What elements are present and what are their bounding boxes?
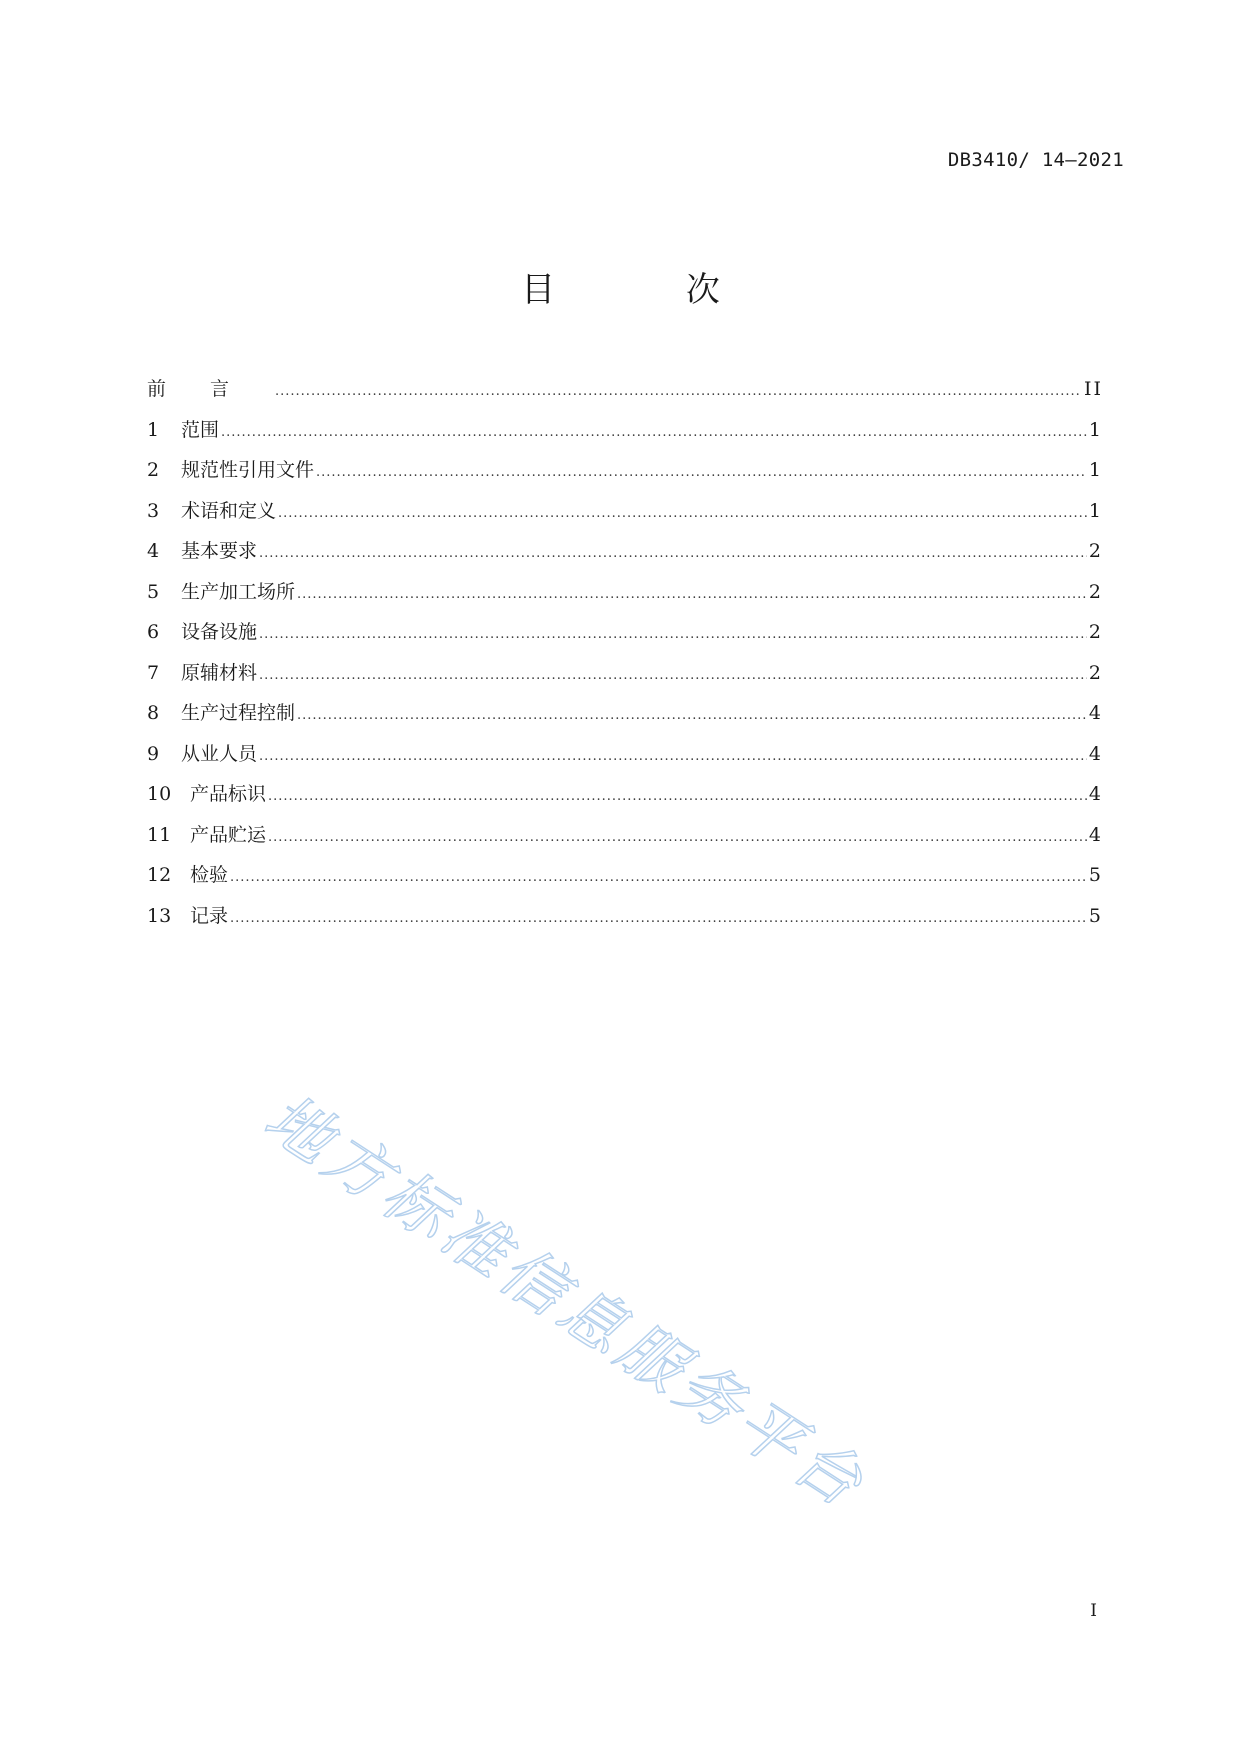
toc-entry-page: 1 [1088,499,1103,522]
toc-entry-label: 规范性引用文件 [181,459,315,481]
toc-leader-dots [278,494,1087,535]
toc-entry-page: 1 [1088,418,1103,441]
toc-entry-label: 记录 [190,904,229,927]
toc-entry-label: 生产加工场所 [181,580,296,603]
toc-entry-label: 前言 [147,378,274,400]
toc-entry-13[interactable] [147,896,1103,937]
toc-entry-page: 5 [1088,904,1103,927]
toc-entry-label: 产品标识 [190,783,267,805]
toc-entry-number: 8 [147,702,160,724]
toc-entry-number: 12 [147,864,172,886]
toc-leader-dots [259,737,1087,778]
toc-entry-number: 5 [147,580,160,603]
toc-entry-foreword[interactable] [147,369,1103,410]
toc-entry-number: 3 [147,499,160,522]
toc-entry-number: 4 [147,540,160,562]
toc-entry-6[interactable] [147,612,1103,653]
toc-leader-dots [275,372,1082,413]
toc-entry-page: 2 [1088,580,1103,603]
toc-entry-page: II [1083,378,1103,400]
toc-entry-page: 4 [1088,702,1103,724]
toc-title: 目 次 [521,270,780,310]
toc-entry-page: 1 [1088,459,1103,481]
toc-entry-label: 从业人员 [181,742,258,765]
toc-leader-dots [316,453,1087,494]
toc-entry-page: 4 [1088,823,1103,846]
toc-entry-8[interactable] [147,693,1103,734]
toc-leader-dots [230,899,1087,940]
toc-entry-11[interactable] [147,815,1103,856]
toc-entry-label: 生产过程控制 [181,702,296,724]
toc-entry-4[interactable] [147,531,1103,572]
toc-entry-1[interactable] [147,410,1103,451]
toc-leader-dots [268,777,1087,818]
toc-leader-dots [268,818,1087,859]
toc-entry-label: 产品贮运 [190,823,267,846]
toc-leader-dots [259,615,1087,656]
toc-leader-dots [259,656,1087,697]
toc-entry-label: 设备设施 [181,621,258,643]
toc-entry-2[interactable] [147,450,1103,491]
toc-entry-page: 4 [1088,742,1103,765]
toc-entry-10[interactable] [147,774,1103,815]
toc-entry-number: 6 [147,621,160,643]
toc-leader-dots [297,575,1087,616]
toc-entry-number: 7 [147,661,160,684]
toc-entry-label: 范围 [181,418,220,441]
toc-leader-dots [230,858,1087,899]
toc-entry-label: 基本要求 [181,540,258,562]
toc-entry-9[interactable] [147,734,1103,775]
toc-entry-number: 13 [147,904,172,927]
toc-entry-number: 11 [147,823,172,846]
toc-leader-dots [259,534,1087,575]
toc-entry-number: 9 [147,742,160,765]
toc-leader-dots [221,413,1087,454]
page-number: I [1090,1601,1097,1621]
watermark-text: 地方标准信息服务平台 [251,1080,879,1524]
toc-entry-page: 5 [1088,864,1103,886]
toc-entry-number: 10 [147,783,172,805]
toc-entry-label: 原辅材料 [181,661,258,684]
document-code: DB3410/ 14—2021 [947,149,1124,171]
toc-entry-3[interactable] [147,491,1103,532]
toc-entry-number: 2 [147,459,160,481]
toc-entry-page: 2 [1088,540,1103,562]
toc-entry-page: 2 [1088,661,1103,684]
toc-entry-page: 2 [1088,621,1103,643]
toc-entry-label: 术语和定义 [181,499,277,522]
toc-entry-label: 检验 [190,864,229,886]
toc-entry-12[interactable] [147,855,1103,896]
toc-entry-7[interactable] [147,653,1103,694]
table-of-contents [147,369,1103,936]
toc-entry-page: 4 [1088,783,1103,805]
toc-entry-5[interactable] [147,572,1103,613]
toc-leader-dots [297,696,1087,737]
toc-entry-number: 1 [147,418,160,441]
